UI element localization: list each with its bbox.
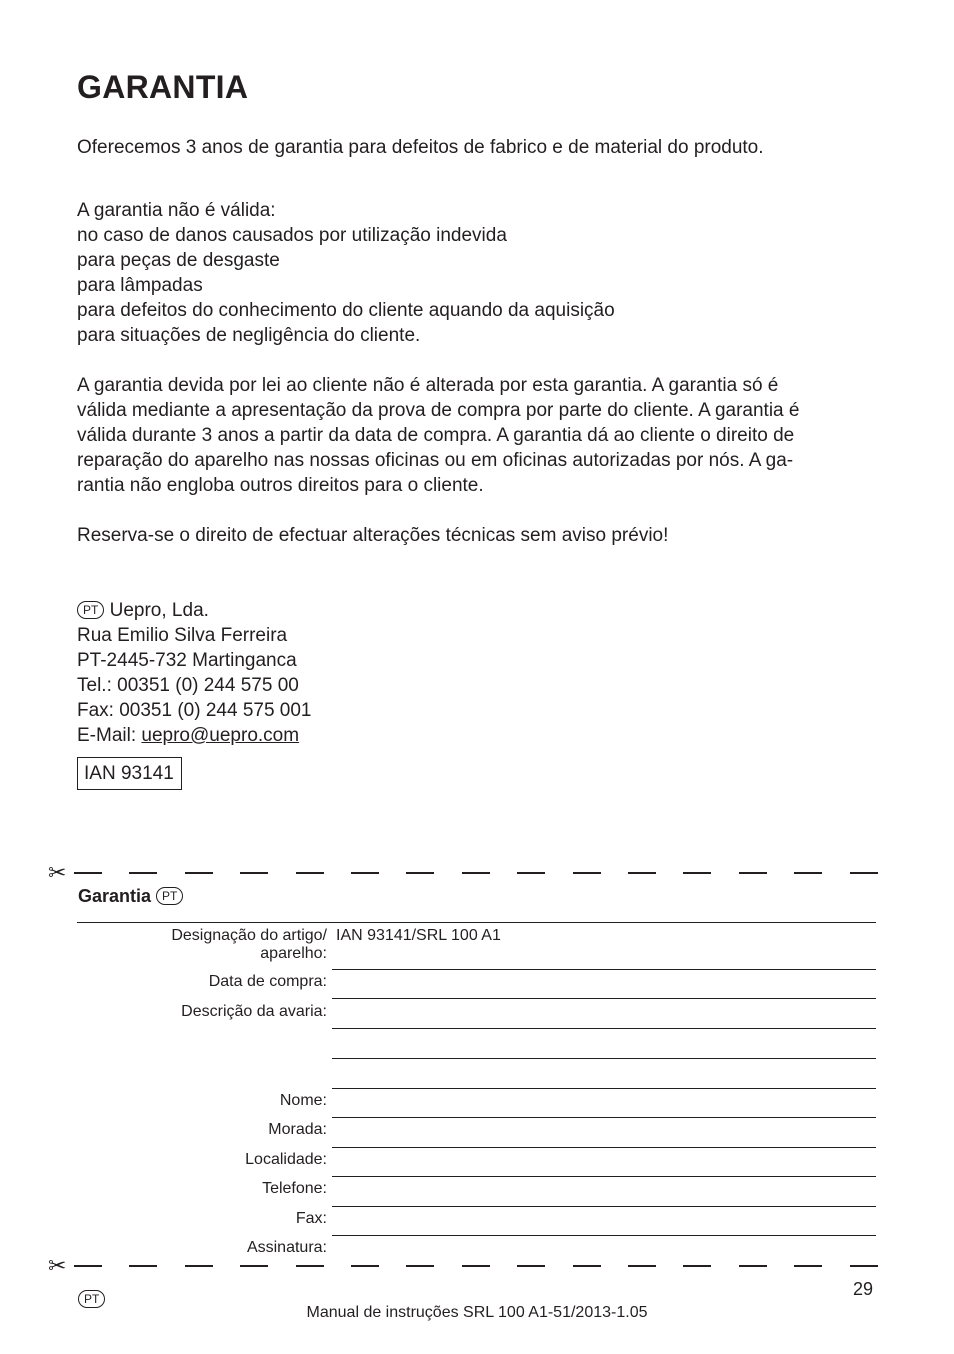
- address-label: Morada:: [268, 1121, 327, 1138]
- cut-dash: [683, 872, 711, 874]
- form-top-rule: [77, 922, 876, 923]
- cut-line-bottom: [48, 1255, 878, 1277]
- signature-label: Assinatura:: [246, 1239, 327, 1256]
- exclusion-line: para peças de desgaste: [77, 250, 280, 271]
- article-label: [171, 927, 327, 963]
- cut-dash: [74, 872, 102, 874]
- phone-label: Telefone:: [262, 1180, 327, 1197]
- cut-dash: [129, 872, 157, 874]
- contact-company: [77, 598, 312, 623]
- address-field[interactable]: [332, 1147, 876, 1148]
- cut-dash: [296, 1265, 324, 1267]
- fax-field[interactable]: [332, 1235, 876, 1236]
- company-name: Uepro, Lda.: [109, 600, 209, 621]
- article-field-line[interactable]: [332, 969, 876, 970]
- cut-dash: [185, 872, 213, 874]
- cut-dash: [683, 1265, 711, 1267]
- contact-fax: Fax: 00351 (0) 244 575 001: [77, 700, 312, 721]
- cut-dash: [240, 1265, 268, 1267]
- contact-tel: Tel.: 00351 (0) 244 575 00: [77, 675, 299, 696]
- contact-city: PT-2445-732 Martinganca: [77, 650, 297, 671]
- page-title: GARANTIA: [77, 69, 249, 105]
- cut-dash: [794, 872, 822, 874]
- email-label: E-Mail:: [77, 725, 142, 746]
- article-label-line1: Designação do artigo/: [171, 927, 327, 944]
- ian-box: IAN 93141: [77, 757, 182, 790]
- purchase-date-label: Data de compra:: [208, 973, 327, 990]
- exclusion-line: para defeitos do conhecimento do cliente aquando da aquisição: [77, 300, 615, 321]
- fault-field-line-2[interactable]: [332, 1058, 876, 1059]
- purchase-date-field[interactable]: [332, 998, 876, 999]
- cut-dash: [74, 1265, 102, 1267]
- contact-email-row: [77, 723, 312, 748]
- fax-label: Fax:: [295, 1210, 327, 1227]
- legal-line: válida durante 3 anos a partir da data de compra. A garantia dá ao cliente o direito de: [77, 425, 795, 446]
- email-link[interactable]: uepro@uepro.com: [141, 725, 300, 746]
- cut-dash: [739, 872, 767, 874]
- locality-label: Localidade:: [245, 1151, 327, 1168]
- cut-dash: [850, 1265, 878, 1267]
- page-number: 29: [853, 1279, 874, 1299]
- country-badge: PT: [77, 601, 104, 619]
- form-title-text: Garantia: [78, 886, 152, 906]
- cut-dash: [129, 1265, 157, 1267]
- contact-block: [77, 598, 312, 748]
- cut-dash: [296, 872, 324, 874]
- fault-label: Descrição da avaria:: [181, 1003, 327, 1020]
- exclusion-line: para situações de negligência do cliente.: [77, 325, 421, 346]
- name-field[interactable]: [332, 1117, 876, 1118]
- cut-dash: [517, 1265, 545, 1267]
- cut-dash: [850, 872, 878, 874]
- phone-field[interactable]: [332, 1206, 876, 1207]
- legal-line: válida mediante a apresentação da prova de compra por parte do cliente. A garantia é: [77, 400, 800, 421]
- cut-dash: [351, 872, 379, 874]
- legal-line: rantia não engloba outros direitos para o cliente.: [77, 475, 484, 496]
- article-label-line2: aparelho:: [260, 945, 327, 962]
- locality-field[interactable]: [332, 1176, 876, 1177]
- scissors-icon: ✂: [48, 1253, 67, 1278]
- intro-text: Oferecemos 3 anos de garantia para defeitos de fabrico e de material do produto.: [77, 137, 764, 158]
- cut-dash: [573, 1265, 601, 1267]
- cut-dash: [406, 872, 434, 874]
- legal-line: A garantia devida por lei ao cliente não é alterada por esta garantia. A garantia só é: [77, 375, 779, 396]
- fault-field-line-1[interactable]: [332, 1028, 876, 1029]
- contact-street: Rua Emilio Silva Ferreira: [77, 625, 288, 646]
- legal-block: [77, 373, 799, 498]
- article-value: IAN 93141/SRL 100 A1: [336, 927, 501, 944]
- form-title: [78, 886, 183, 907]
- name-label: Nome:: [279, 1092, 327, 1109]
- cut-dash: [462, 1265, 490, 1267]
- cut-dash: [462, 872, 490, 874]
- cut-dash: [517, 872, 545, 874]
- cut-dash: [739, 1265, 767, 1267]
- exclusions-block: [77, 198, 615, 348]
- exclusion-line: A garantia não é válida:: [77, 200, 276, 221]
- fault-field-line-3[interactable]: [332, 1088, 876, 1089]
- cut-line-top: [48, 862, 878, 884]
- cut-dash: [628, 872, 656, 874]
- cut-dash: [351, 1265, 379, 1267]
- legal-line: reparação do aparelho nas nossas oficinas ou em oficinas autorizadas por nós. A ga-: [77, 450, 794, 471]
- exclusion-line: para lâmpadas: [77, 275, 203, 296]
- reserve-text: Reserva-se o direito de efectuar alterações técnicas sem aviso prévio!: [77, 525, 669, 546]
- cut-dash: [240, 872, 268, 874]
- cut-dash: [185, 1265, 213, 1267]
- footer-text: Manual de instruções SRL 100 A1-51/2013-1.05: [306, 1304, 648, 1321]
- footer-badge: PT: [78, 1290, 105, 1308]
- cut-dash: [628, 1265, 656, 1267]
- exclusion-line: no caso de danos causados por utilização indevida: [77, 225, 507, 246]
- cut-dash: [406, 1265, 434, 1267]
- form-country-badge: PT: [156, 887, 183, 905]
- cut-dash: [794, 1265, 822, 1267]
- scissors-icon: ✂: [48, 860, 67, 885]
- cut-dash: [573, 872, 601, 874]
